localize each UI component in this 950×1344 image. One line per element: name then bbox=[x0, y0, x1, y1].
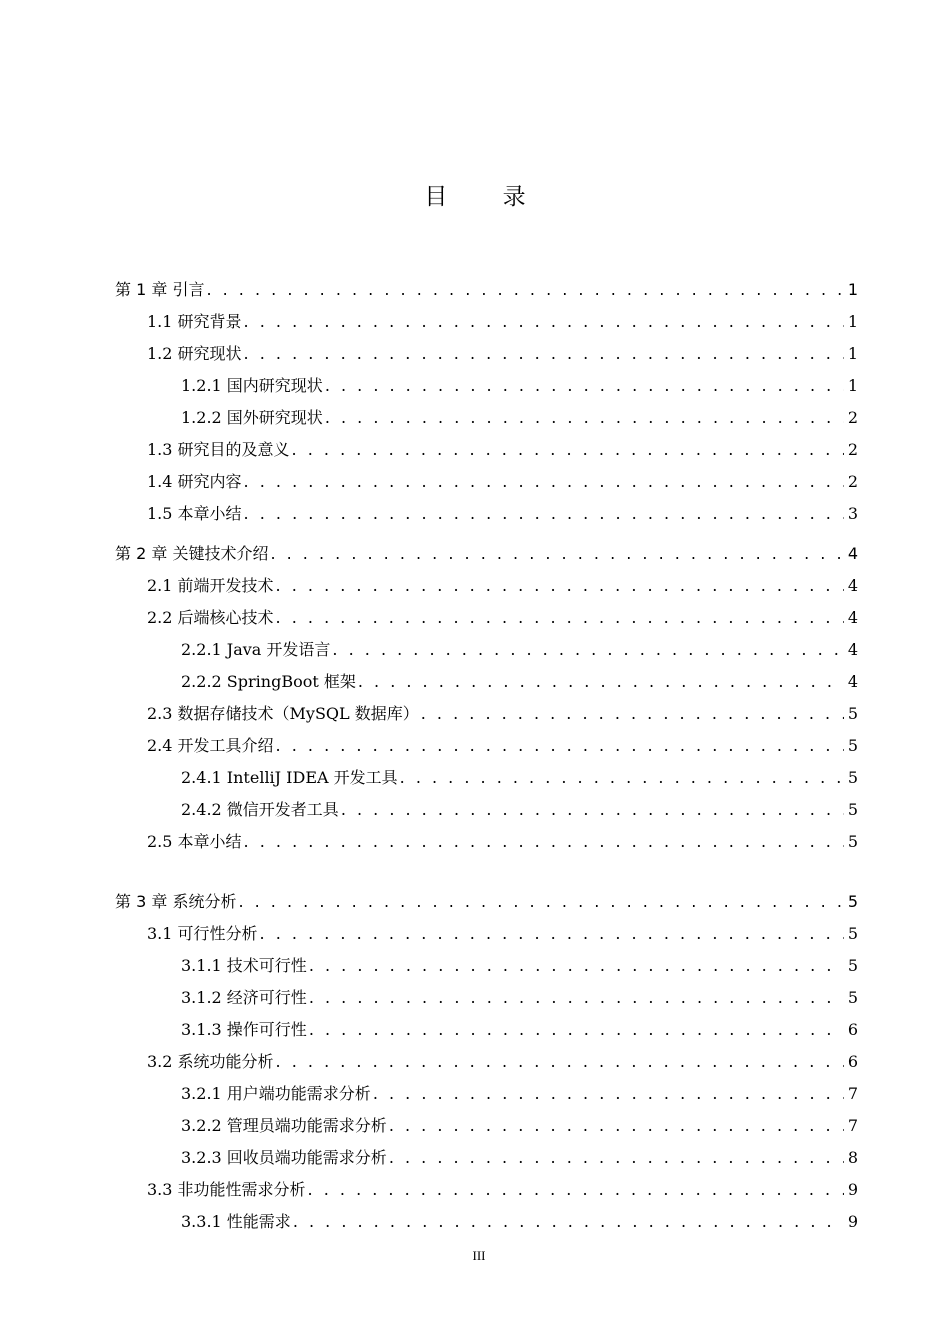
toc-entry-label: 1.1 研究背景 bbox=[147, 312, 242, 331]
toc-entry-label: 1.3 研究目的及意义 bbox=[147, 440, 290, 459]
toc-subsection-entry[interactable] bbox=[181, 1080, 858, 1108]
toc-subsection-entry[interactable] bbox=[181, 1208, 858, 1236]
toc-entry-page-number: 3 bbox=[847, 504, 858, 523]
toc-dot-leader bbox=[244, 340, 844, 368]
toc-dot-leader bbox=[389, 1112, 844, 1140]
page-title: 目 录 bbox=[424, 184, 550, 210]
toc-dot-leader bbox=[373, 1080, 844, 1108]
toc-entry-label: 3.2.2 管理员端功能需求分析 bbox=[181, 1116, 387, 1135]
toc-entry-page-number: 4 bbox=[847, 576, 858, 595]
toc-entry-page-number: 4 bbox=[847, 544, 858, 563]
toc-dot-leader bbox=[421, 700, 844, 728]
toc-chapter-entry[interactable] bbox=[115, 888, 858, 916]
toc-subsection-entry[interactable] bbox=[181, 668, 858, 696]
toc-entry-page-number: 2 bbox=[847, 440, 858, 459]
toc-dot-leader bbox=[400, 764, 844, 792]
toc-dot-leader bbox=[325, 404, 844, 432]
toc-entry-page-number: 1 bbox=[847, 344, 858, 363]
toc-dot-leader bbox=[244, 468, 844, 496]
toc-entry-page-number: 4 bbox=[847, 672, 858, 691]
toc-entry-label: 3.2.1 用户端功能需求分析 bbox=[181, 1084, 371, 1103]
toc-dot-leader bbox=[389, 1144, 844, 1172]
toc-entry-page-number: 9 bbox=[847, 1180, 858, 1199]
toc-entry-label: 3.3.1 性能需求 bbox=[181, 1212, 291, 1231]
toc-section-entry[interactable] bbox=[147, 500, 858, 528]
toc-entry-page-number: 6 bbox=[847, 1052, 858, 1071]
toc-dot-leader bbox=[341, 796, 844, 824]
toc-entry-page-number: 7 bbox=[847, 1084, 858, 1103]
toc-entry-label: 2.4.2 微信开发者工具 bbox=[181, 800, 339, 819]
toc-entry-page-number: 2 bbox=[847, 472, 858, 491]
toc-entry-page-number: 4 bbox=[847, 640, 858, 659]
toc-chapter-entry[interactable] bbox=[115, 276, 858, 304]
toc-entry-page-number: 7 bbox=[847, 1116, 858, 1135]
toc-dot-leader bbox=[276, 1048, 844, 1076]
toc-subsection-entry[interactable] bbox=[181, 984, 858, 1012]
toc-dot-leader bbox=[270, 540, 843, 568]
toc-entry-label: 3.2 系统功能分析 bbox=[147, 1052, 274, 1071]
toc-dot-leader bbox=[244, 828, 844, 856]
toc-entry-page-number: 6 bbox=[847, 1020, 858, 1039]
toc-entry-page-number: 1 bbox=[847, 312, 858, 331]
toc-dot-leader bbox=[244, 308, 844, 336]
toc-entry-page-number: 5 bbox=[847, 956, 858, 975]
toc-entry-page-number: 5 bbox=[847, 892, 858, 911]
toc-subsection-entry[interactable] bbox=[181, 1112, 858, 1140]
toc-section-entry[interactable] bbox=[147, 604, 858, 632]
toc-section-entry[interactable] bbox=[147, 572, 858, 600]
toc-entry-label: 2.2.1 Java 开发语言 bbox=[181, 640, 331, 659]
toc-dot-leader bbox=[309, 1016, 844, 1044]
toc-dot-leader bbox=[238, 888, 843, 916]
toc-entry-page-number: 2 bbox=[847, 408, 858, 427]
toc-dot-leader bbox=[276, 572, 844, 600]
toc-subsection-entry[interactable] bbox=[181, 764, 858, 792]
toc-dot-leader bbox=[293, 1208, 844, 1236]
toc-entry-page-number: 4 bbox=[847, 608, 858, 627]
toc-entry-label: 2.2.2 SpringBoot 框架 bbox=[181, 672, 356, 691]
toc-entry-page-number: 5 bbox=[847, 800, 858, 819]
toc-entry-label: 第 2 章 关键技术介绍 bbox=[115, 544, 269, 563]
toc-entry-label: 2.1 前端开发技术 bbox=[147, 576, 274, 595]
toc-chapter-entry[interactable] bbox=[115, 540, 858, 568]
toc-section-entry[interactable] bbox=[147, 436, 858, 464]
toc-dot-leader bbox=[358, 668, 844, 696]
toc-entry-page-number: 1 bbox=[847, 280, 858, 299]
toc-subsection-entry[interactable] bbox=[181, 1144, 858, 1172]
toc-dot-leader bbox=[309, 952, 844, 980]
toc-entry-label: 1.2 研究现状 bbox=[147, 344, 242, 363]
toc-section-entry[interactable] bbox=[147, 1176, 858, 1204]
toc-entry-label: 2.4 开发工具介绍 bbox=[147, 736, 274, 755]
toc-dot-leader bbox=[325, 372, 844, 400]
toc-dot-leader bbox=[276, 604, 844, 632]
toc-entry-label: 第 1 章 引言 bbox=[115, 280, 205, 299]
toc-entry-page-number: 8 bbox=[847, 1148, 858, 1167]
toc-subsection-entry[interactable] bbox=[181, 1016, 858, 1044]
toc-subsection-entry[interactable] bbox=[181, 796, 858, 824]
toc-dot-leader bbox=[309, 984, 844, 1012]
toc-entry-label: 第 3 章 系统分析 bbox=[115, 892, 237, 911]
toc-entry-label: 1.5 本章小结 bbox=[147, 504, 242, 523]
toc-dot-leader bbox=[332, 636, 843, 664]
toc-entry-label: 3.1.3 操作可行性 bbox=[181, 1020, 307, 1039]
toc-subsection-entry[interactable] bbox=[181, 404, 858, 432]
toc-entry-label: 3.3 非功能性需求分析 bbox=[147, 1180, 306, 1199]
toc-dot-leader bbox=[244, 500, 844, 528]
toc-section-entry[interactable] bbox=[147, 308, 858, 336]
toc-entry-page-number: 5 bbox=[847, 704, 858, 723]
toc-entry-label: 2.3 数据存储技术（MySQL 数据库） bbox=[147, 704, 419, 723]
toc-dot-leader bbox=[308, 1176, 844, 1204]
toc-subsection-entry[interactable] bbox=[181, 636, 858, 664]
toc-entry-page-number: 9 bbox=[847, 1212, 858, 1231]
toc-entry-label: 2.5 本章小结 bbox=[147, 832, 242, 851]
toc-entry-label: 3.2.3 回收员端功能需求分析 bbox=[181, 1148, 387, 1167]
toc-entry-page-number: 1 bbox=[847, 376, 858, 395]
toc-dot-leader bbox=[260, 920, 844, 948]
toc-entry-label: 3.1.1 技术可行性 bbox=[181, 956, 307, 975]
toc-entry-page-number: 5 bbox=[847, 768, 858, 787]
toc-dot-leader bbox=[206, 276, 843, 304]
toc-entry-page-number: 5 bbox=[847, 736, 858, 755]
toc-subsection-entry[interactable] bbox=[181, 372, 858, 400]
toc-entry-page-number: 5 bbox=[847, 988, 858, 1007]
toc-section-entry[interactable] bbox=[147, 1048, 858, 1076]
toc-entry-label: 3.1 可行性分析 bbox=[147, 924, 258, 943]
toc-entry-page-number: 5 bbox=[847, 832, 858, 851]
toc-entry-label: 3.1.2 经济可行性 bbox=[181, 988, 307, 1007]
toc-entry-label: 1.4 研究内容 bbox=[147, 472, 242, 491]
toc-entry-label: 2.2 后端核心技术 bbox=[147, 608, 274, 627]
toc-entry-label: 1.2.2 国外研究现状 bbox=[181, 408, 323, 427]
toc-subsection-entry[interactable] bbox=[181, 952, 858, 980]
toc-dot-leader bbox=[292, 436, 844, 464]
toc-section-entry[interactable] bbox=[147, 828, 858, 856]
toc-entry-label: 2.4.1 IntelliJ IDEA 开发工具 bbox=[181, 768, 398, 787]
toc-entry-page-number: 5 bbox=[847, 924, 858, 943]
toc-section-entry[interactable] bbox=[147, 920, 858, 948]
toc-section-entry[interactable] bbox=[147, 700, 858, 728]
toc-section-entry[interactable] bbox=[147, 732, 858, 760]
toc-dot-leader bbox=[276, 732, 844, 760]
toc-section-entry[interactable] bbox=[147, 340, 858, 368]
toc-section-entry[interactable] bbox=[147, 468, 858, 496]
page-number-footer: III bbox=[472, 1248, 486, 1263]
toc-entry-label: 1.2.1 国内研究现状 bbox=[181, 376, 323, 395]
